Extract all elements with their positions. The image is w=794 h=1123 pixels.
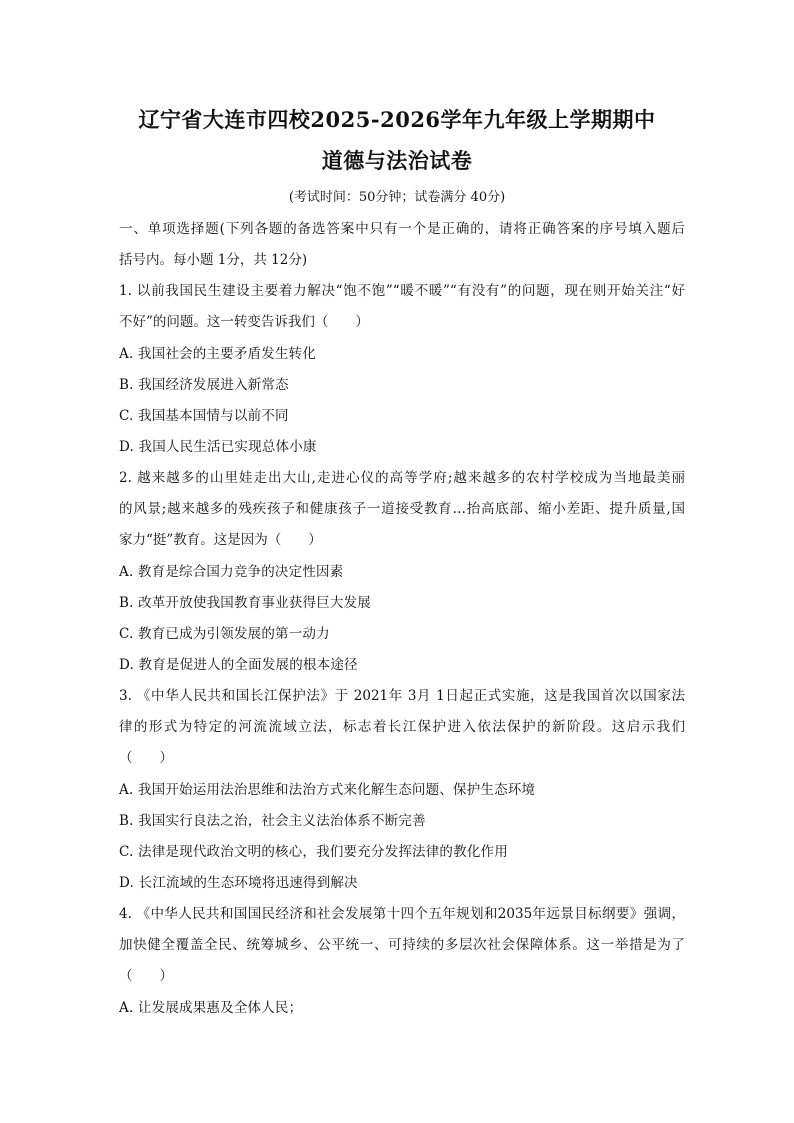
exam-title-line2: 道德与法治试卷 [321,148,473,173]
question-stem-line: 律的形式为特定的河流流域立法，标志着长江保护进入依法保护的新阶段。这启示我们 [119,719,685,736]
exam-title-line1: 辽宁省大连市四校2025-2026学年九年级上学期期中 [138,107,656,132]
option-c: C. 法律是现代政治文明的核心，我们要充分发挥法律的教化作用 [119,843,508,860]
option-d: D. 教育是促进人的全面发展的根本途径 [119,656,358,673]
exam-content [119,214,685,1024]
question-stem-line: （ ） [119,750,173,767]
question-stem-line: （ ） [119,968,173,985]
question-stem-line: 3. 《中华人民共和国长江保护法》于 2021年 3月 1日起正式实施，这是我国首次以国家法 [119,688,685,705]
option-a: A. 我国开始运用法治思维和法治方式来化解生态问题、保护生态环境 [119,781,536,798]
option-d: D. 长江流域的生态环境将迅速得到解决 [119,874,358,891]
option-a: A. 我国社会的主要矛盾发生转化 [119,345,317,362]
question-stem-line: 4. 《中华人民共和国国民经济和社会发展第十四个五年规划和2035年远景目标纲要》强调， [119,906,685,923]
option-d: D. 我国人民生活已实现总体小康 [119,438,317,455]
question-2 [119,463,685,681]
section-instruction-line1: 一、单项选择题(下列各题的备选答案中只有一个是正确的，请将正确答案的序号填入题后 [119,221,685,237]
option-a: A. 教育是综合国力竞争的决定性因素 [119,563,344,580]
question-1 [119,276,685,463]
question-stem-line: 2. 越来越多的山里娃走出大山,走进心仪的高等学府;越来越多的农村学校成为当地最美丽 [119,470,685,487]
question-4 [119,899,685,1024]
option-b: B. 我国实行良法之治，社会主义法治体系不断完善 [119,812,426,829]
question-3 [119,681,685,899]
section-instruction-line2: 括号内。每小题 1分，共 12分) [119,252,308,269]
option-b: B. 改革开放使我国教育事业获得巨大发展 [119,594,372,611]
question-stem-line: 不好”的问题。这一转变告诉我们（ ） [119,314,369,331]
question-stem-line: 家力“挺”教育。这是因为（ ） [119,532,322,549]
question-stem-line: 1. 以前我国民生建设主要着力解决“饱不饱”“暖不暖”“有没有”的问题，现在则开始关注“好 [119,283,685,300]
question-stem-line: 的风景;越来越多的残疾孩子和健康孩子一道接受教育…抬高底部、缩小差距、提升质量,国 [119,501,685,518]
option-a: A. 让发展成果惠及全体人民； [119,999,303,1016]
option-c: C. 我国基本国情与以前不同 [119,407,289,424]
exam-info: (考试时间：50分钟；试卷满分 40分) [288,190,506,205]
option-b: B. 我国经济发展进入新常态 [119,376,289,393]
question-stem-line: 加快健全覆盖全民、统筹城乡、公平统一、可持续的多层次社会保障体系。这一举措是为了 [119,937,685,954]
option-c: C. 教育已成为引领发展的第一动力 [119,625,330,642]
